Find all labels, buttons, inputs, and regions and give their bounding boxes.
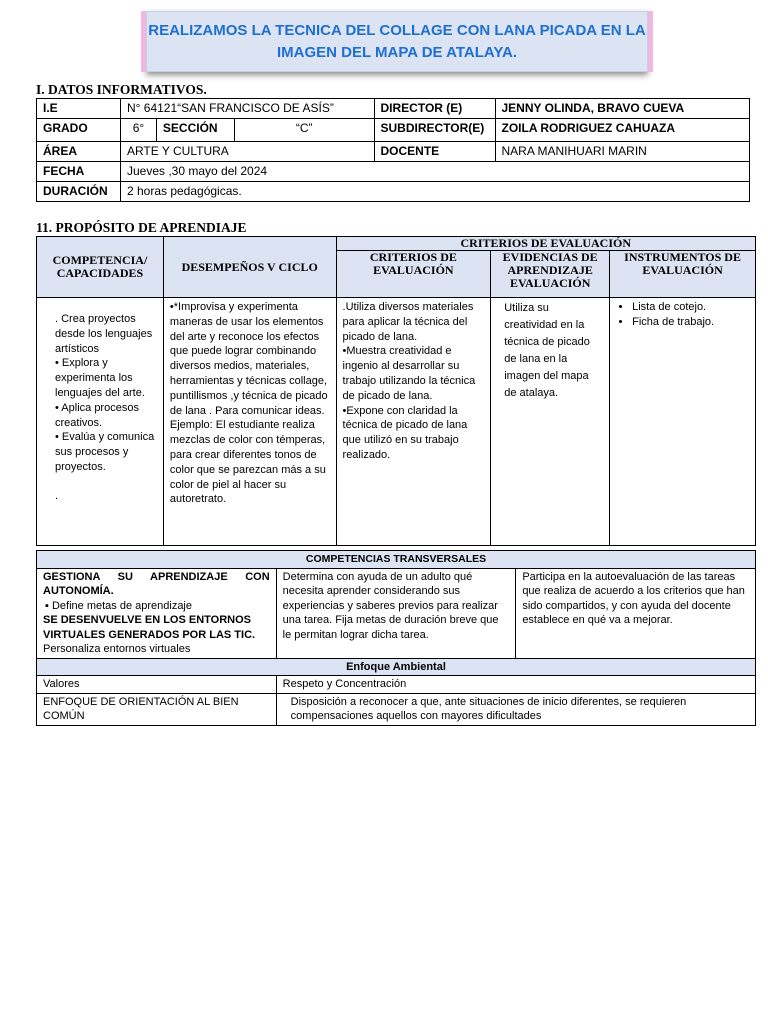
table-row (37, 676, 756, 694)
table-row (37, 119, 750, 142)
competencia1-title: GESTIONA SU APRENDIZAJE CON AUTONOMÍA. (43, 570, 270, 597)
datos-informativos-table (36, 98, 750, 202)
fecha-value: Jueves ,30 mayo del 2024 (120, 162, 749, 182)
table-row (37, 568, 756, 658)
duracion-value: 2 horas pedagógicas. (120, 182, 749, 202)
col-criterios-group: CRITERIOS DE EVALUACIÓN (336, 237, 755, 251)
proposito-table (36, 236, 756, 546)
docente-value: NARA MANIHUARI MARIN (495, 142, 750, 162)
competencias-transversales-header: COMPETENCIAS TRANSVERSALES (37, 551, 756, 569)
evidencias-cell (491, 298, 610, 546)
competencia-line: . Crea proyectos desde los lenguajes artísticos (55, 313, 153, 355)
table-row (37, 162, 750, 182)
document-title: REALIZAMOS LA TECNICA DEL COLLAGE CON LANA PICADA EN LA IMAGEN DEL MAPA DE ATALAYA. (148, 21, 646, 61)
competencia1-item-text: Define metas de aprendizaje (51, 599, 192, 612)
col-competencia: COMPETENCIA/ CAPACIDADES (37, 237, 164, 298)
list-item: • Ficha de trabajo. (632, 315, 749, 330)
director-label: DIRECTOR (E) (374, 99, 495, 119)
table-header-row (37, 237, 756, 251)
competencias-transversales-table (36, 550, 756, 726)
competencia-line: . (55, 489, 59, 502)
ie-value: N° 64121“SAN FRANCISCO DE ASÍS” (120, 99, 374, 119)
competencia-line: • Explora y experimenta los lenguajes del arte. (55, 357, 145, 399)
area-value: ARTE Y CULTURA (120, 142, 374, 162)
enfoque-bien-label: ENFOQUE DE ORIENTACIÓN AL BIEN COMÚN (37, 693, 277, 725)
section-heading-proposito: 11. PROPÓSITO DE APRENDIAJE (36, 220, 247, 235)
valores-label: Valores (37, 676, 277, 694)
competencia-cell (37, 298, 164, 546)
table-row (37, 182, 750, 202)
document-title-box (146, 11, 648, 72)
competencia-line: • Evalúa y comunica sus procesos y proyectos. (55, 431, 155, 473)
table-header-row (37, 658, 756, 676)
section-heading-datos: I. DATOS INFORMATIVOS. (36, 82, 207, 97)
enfoque-bien-value: Disposición a reconocer a que, ante situaciones de inicio diferentes, se requieren compensaciones aquellos con mayores dificultades (276, 693, 755, 725)
valores-value: Respeto y Concentración (276, 676, 755, 694)
table-row (37, 693, 756, 725)
competencia2-title: SE DESENVUELVE EN LOS ENTORNOS VIRTUALES GENERADOS POR LAS TIC. (43, 614, 256, 641)
seccion-label: SECCIÓN (156, 119, 234, 142)
table-row (37, 298, 756, 546)
col-desempenos: DESEMPEÑOS V CICLO (163, 237, 336, 298)
ie-label: I.E (37, 99, 121, 119)
subdirector-label: SUBDIRECTOR(E) (374, 119, 495, 142)
criterio-line: •Muestra creatividad e ingenio al desarrollar su trabajo utilizando la técnica de picado de lana. (342, 345, 476, 402)
col-instrumentos: INSTRUMENTOS DE EVALUACIÓN (610, 251, 756, 298)
desempenos-cell: •*Improvisa y experimenta maneras de usar los elementos del arte y reconoce los efectos que puede lograr combinando diversos medios, materiales, herramientas y técnicas collage, puntillismos ,y técnica de picado de lana . Para comunicar ideas. Ejemplo: El estudiante realiza mezclas de color con témperas, para crear diferentes tonos de color que se parezcan más a su color de piel al hacer su autoretrato. (163, 298, 336, 546)
subdirector-value: ZOILA RODRIGUEZ CAHUAZA (495, 119, 750, 142)
competencias-cell (37, 568, 277, 658)
grado-value: 6° (120, 119, 156, 142)
col-evidencias: EVIDENCIAS DE APRENDIZAJE EVALUACIÓN (491, 251, 610, 298)
instrumentos-cell (610, 298, 756, 546)
enfoque-ambiental-header: Enfoque Ambiental (37, 658, 756, 676)
col-criterios: CRITERIOS DE EVALUACIÓN (336, 251, 491, 298)
competencia-line: • Aplica procesos creativos. (55, 401, 139, 429)
instrumentos-list (616, 300, 749, 330)
list-item: • Lista de cotejo. (632, 300, 749, 315)
fecha-label: FECHA (37, 162, 121, 182)
duracion-label: DURACIÓN (37, 182, 121, 202)
competencia2-item: Personaliza entornos virtuales (43, 643, 191, 655)
director-value: JENNY OLINDA, BRAVO CUEVA (495, 99, 750, 119)
grado-label: GRADO (37, 119, 121, 142)
criterio-transversal-cell: Participa en la autoevaluación de las tareas que realiza de acuerdo a los criterios que han sido compartidos, y con ayuda del docente establece en qué va a mejorar. (516, 568, 756, 658)
evidencias-text: Utiliza su creatividad en la técnica de picado de lana en la imagen del mapa de atalaya. (504, 302, 590, 399)
table-row (37, 99, 750, 119)
table-row (37, 142, 750, 162)
desempeno-transversal-cell: Determina con ayuda de un adulto qué necesita aprender considerando sus experiencias y saberes previos para realizar una tarea. Fija metas de duración breve que le permitan lograr dicha tarea. (276, 568, 516, 658)
criterios-cell (336, 298, 491, 546)
area-label: ÁREA (37, 142, 121, 162)
docente-label: DOCENTE (374, 142, 495, 162)
criterio-line: •Expone con claridad la técnica de picado de lana que utilizó en su trabajo realizado. (342, 404, 468, 461)
competencia1-item: ▪ Define metas de aprendizaje (45, 599, 192, 612)
table-header-row (37, 551, 756, 569)
criterio-line: .Utiliza diversos materiales para aplicar la técnica del picado de lana. (342, 301, 474, 343)
seccion-value: “C” (234, 119, 374, 142)
